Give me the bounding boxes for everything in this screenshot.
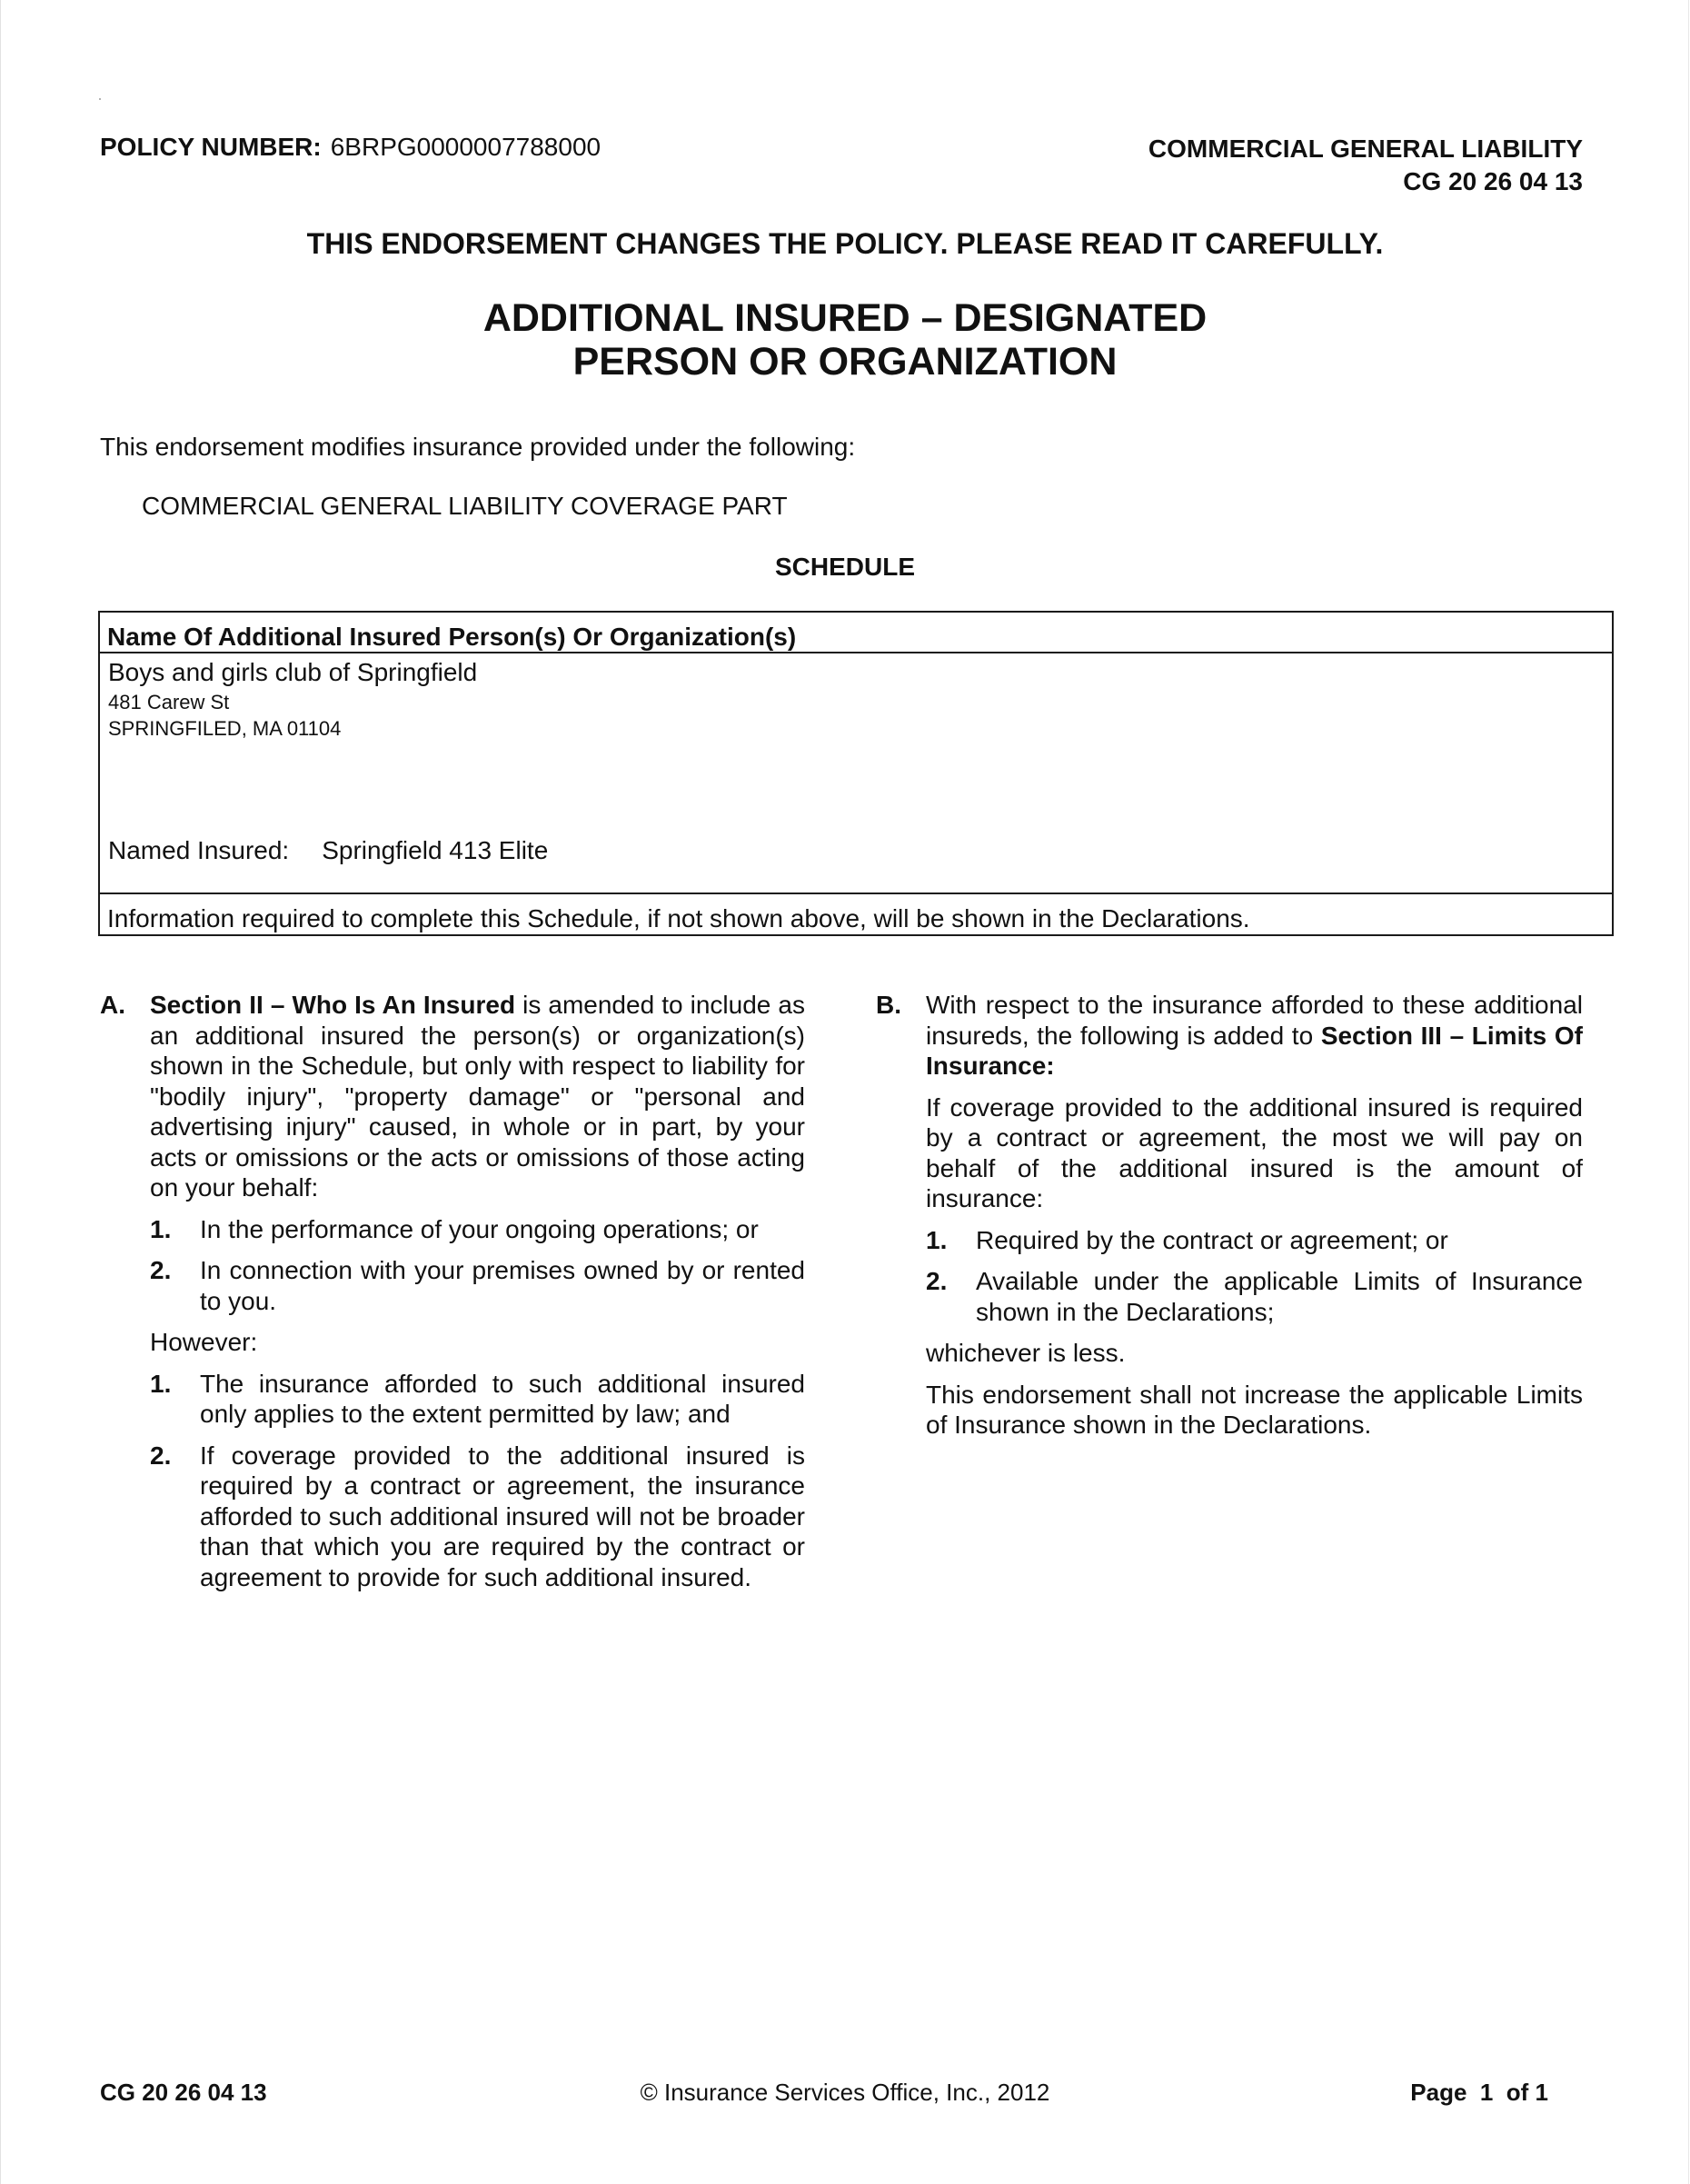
section-b-bold-tail: Section III – Limits Of Insurance:	[926, 1021, 1583, 1080]
section-a-items	[100, 1214, 805, 1593]
section-a	[100, 990, 805, 1592]
however-label: However:	[150, 1328, 258, 1356]
list-item: 2. If coverage provided to the additional insured is required by a contract or agreement, the insurance afforded to such additional insured will not be broader than that which you are required by the contract or agreement to provide for such additional insured.	[150, 1441, 805, 1591]
policy-number-value: 6BRPG0000007788000	[330, 133, 601, 161]
modifies-statement: This endorsement modifies insurance provided under the following:	[100, 433, 856, 461]
title-line-1: ADDITIONAL INSURED – DESIGNATED	[482, 296, 1208, 340]
title-line-2: PERSON OR ORGANIZATION	[572, 340, 1118, 384]
schedule-column-header: Name Of Additional Insured Person(s) Or Organization(s)	[100, 613, 1612, 653]
footer-copyright: © Insurance Services Office, Inc., 2012	[640, 2079, 1050, 2106]
list-item: 2. Available under the applicable Limits of Insurance shown in the Declarations;	[926, 1267, 1583, 1326]
document-title	[0, 296, 1690, 384]
coverage-part: COMMERCIAL GENERAL LIABILITY COVERAGE PART	[142, 492, 788, 520]
whichever-text: whichever is less.	[926, 1339, 1126, 1367]
list-item: 1. Required by the contract or agreement; or	[926, 1225, 1448, 1254]
section-b-paragraph	[876, 990, 1583, 1082]
section-a-bold-lead: Section II – Who Is An Insured	[150, 991, 516, 1019]
closing-statement: This endorsement shall not increase the applicable Limits of Insurance shown in the Declarations.	[926, 1380, 1583, 1439]
schedule-table	[98, 611, 1614, 936]
policy-number-label: POLICY NUMBER:	[100, 133, 322, 161]
address-line-2: SPRINGFILED, MA 01104	[108, 717, 342, 740]
scan-speck	[99, 98, 101, 100]
address-line-1: 481 Carew St	[108, 691, 230, 713]
footer-page-number: Page 1 of 1	[1410, 2079, 1548, 2106]
section-b-paragraph-2: If coverage provided to the additional insured is required by a contract or agreement, the most we will pay on behalf of the additional insured is the amount of insurance:	[926, 1092, 1583, 1212]
schedule-footnote: Information required to complete this Schedule, if not shown above, will be shown in the Declarations.	[100, 893, 1612, 934]
section-b-body	[876, 1092, 1583, 1441]
schedule-heading: SCHEDULE	[774, 553, 915, 581]
form-identifier	[1148, 133, 1583, 198]
endorsement-notice: THIS ENDORSEMENT CHANGES THE POLICY. PLEASE READ IT CAREFULLY.	[306, 227, 1384, 260]
named-insured-row	[108, 836, 548, 865]
section-b	[876, 990, 1583, 1441]
additional-insured-name: Boys and girls club of Springfield	[108, 658, 478, 686]
additional-insured-address	[108, 689, 341, 742]
policy-number-line	[100, 133, 601, 162]
section-a-paragraph	[100, 990, 805, 1203]
form-code-top: CG 20 26 04 13	[1403, 167, 1583, 195]
section-b-text: With respect to the insurance afforded to these additional insureds, the following is added to	[926, 991, 1583, 1050]
form-line-name: COMMERCIAL GENERAL LIABILITY	[1148, 135, 1583, 163]
named-insured-value: Springfield 413 Elite	[322, 836, 549, 864]
list-item: 1. In the performance of your ongoing operations; or	[150, 1214, 759, 1243]
footer-form-code: CG 20 26 04 13	[100, 2079, 267, 2106]
list-item: 1. The insurance afforded to such additional insured only applies to the extent permitted by law; and	[150, 1369, 805, 1428]
list-item: 2. In connection with your premises owned by or rented to you.	[150, 1256, 805, 1315]
section-a-label: A.	[100, 991, 125, 1019]
section-a-text: is amended to include as an additional insured the person(s) or organization(s) shown in the Schedule, but only with respect to liability for "bodily injury", "property damage" or "personal and advertising injury" caused, in whole or in part, by your acts or omissions or the acts or omissions of those acting on your behalf:	[150, 991, 805, 1202]
named-insured-label: Named Insured:	[108, 836, 290, 864]
section-b-label: B.	[876, 991, 901, 1019]
